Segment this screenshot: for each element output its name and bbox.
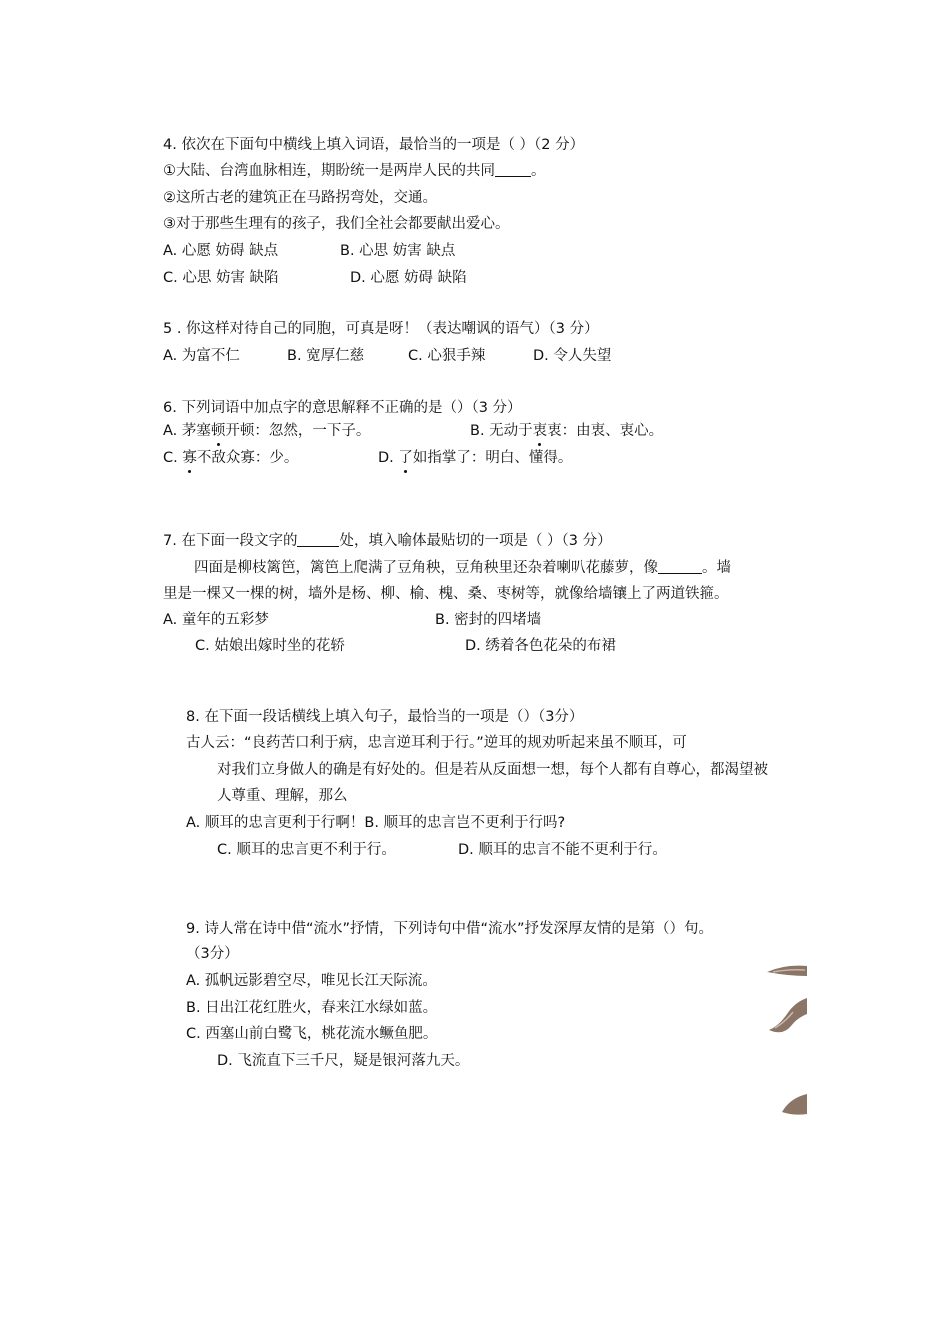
q5-option-c: C. 心狠手辣 bbox=[408, 348, 486, 364]
q9-option-a: A. 孤帆远影碧空尽，唯见长江天际流。 bbox=[186, 973, 437, 989]
q7-option-b: B. 密封的四堵墙 bbox=[435, 612, 542, 628]
q6-option-d-pre: D. bbox=[378, 450, 399, 466]
q8-option-c: C. 顺耳的忠言更不利于行。 bbox=[217, 842, 396, 858]
q4-sentence-1 bbox=[163, 161, 546, 181]
q5-option-a: A. 为富不仁 bbox=[163, 348, 240, 364]
q7-option-d: D. 绣着各色花朵的布裙 bbox=[465, 638, 616, 654]
q9-option-c: C. 西塞山前白鹭飞，桃花流水鳜鱼肥。 bbox=[186, 1026, 438, 1042]
q6-option-a-pre: A. 茅塞 bbox=[163, 423, 211, 439]
q6-option-b-pre: B. 无动于 bbox=[470, 423, 533, 439]
q8-passage-line-1: 古人云：“良药苦口利于病，忠言逆耳利于行。”逆耳的规劝听起来虽不顺耳，可 bbox=[186, 735, 687, 751]
q6-option-b-post: 衷：由衷、衷心。 bbox=[547, 423, 664, 439]
q6-option-c-pre: C. bbox=[163, 450, 183, 466]
q6-option-a-dotted-char: 顿 bbox=[210, 423, 226, 439]
q6-option-c-dotted-char: 寡 bbox=[182, 450, 197, 466]
q7-stem-end: 处，填入喻体最贴切的一项是（ ）（3 分） bbox=[339, 533, 612, 549]
brush-stroke-icon bbox=[780, 1088, 807, 1118]
q4-stem: 4. 依次在下面句中横线上填入词语，最恰当的一项是（ ）（2 分） bbox=[163, 137, 585, 153]
brush-stroke-icon bbox=[765, 962, 807, 992]
q7-passage-text: 四面是柳枝篱笆，篱笆上爬满了豆角秧，豆角秧里还杂着喇叭花藤萝，像 bbox=[194, 560, 658, 576]
q6-option-b bbox=[470, 421, 663, 441]
q6-option-d-post: 如指掌了：明白、懂得。 bbox=[412, 450, 573, 466]
q4-option-c: C. 心思 妨害 缺陷 bbox=[163, 270, 279, 286]
q8-passage-line-2: 对我们立身做人的确是有好处的。但是若从反面想一想，每个人都有自尊心，都渴望被 bbox=[217, 762, 768, 778]
q9-stem: 9. 诗人常在诗中借“流水”抒情，下列诗句中借“流水”抒发深厚友情的是第（）句。 bbox=[186, 921, 713, 937]
q6-stem: 6. 下列词语中加点字的意思解释不正确的是（）（3 分） bbox=[163, 400, 522, 416]
q7-passage-line-2: 里是一棵又一棵的树，墙外是杨、柳、榆、槐、桑、枣树等，就像给墙镶上了两道铁箍。 bbox=[163, 586, 729, 602]
q7-passage-end: 。墙 bbox=[702, 560, 731, 576]
q4-sentence-3: ③对于那些生理有的孩子，我们全社会都要献出爱心。 bbox=[163, 216, 510, 232]
q4-sentence-1-text: ①大陆、台湾血脉相连，期盼统一是两岸人民的共同 bbox=[163, 163, 495, 179]
q6-option-d bbox=[378, 448, 572, 468]
q4-sentence-1-end: 。 bbox=[531, 163, 546, 179]
q4-sentence-2: ②这所古老的建筑正在马路拐弯处，交通。 bbox=[163, 190, 437, 206]
q8-stem: 8. 在下面一段话横线上填入句子，最恰当的一项是（）（3分） bbox=[186, 709, 584, 725]
q4-option-d: D. 心愿 妨碍 缺陷 bbox=[350, 270, 467, 286]
q8-passage-line-3: 人尊重、理解，那么 bbox=[217, 788, 348, 804]
q4-option-b: B. 心思 妨害 缺点 bbox=[340, 243, 456, 259]
q5-stem: 5 . 你这样对待自己的同胞，可真是呀！（表达嘲讽的语气）（3 分） bbox=[163, 321, 599, 337]
q7-stem-text: 7. 在下面一段文字的 bbox=[163, 533, 298, 549]
q9-option-b: B. 日出江花红胜火，春来江水绿如蓝。 bbox=[186, 1000, 438, 1016]
q4-option-a: A. 心愿 妨碍 缺点 bbox=[163, 243, 279, 259]
answer-blank bbox=[658, 559, 702, 574]
q6-option-d-dotted-char: 了 bbox=[398, 450, 413, 466]
q6-option-c bbox=[163, 448, 298, 468]
answer-blank bbox=[297, 532, 339, 547]
q5-option-b: B. 宽厚仁慈 bbox=[287, 348, 365, 364]
q6-option-a bbox=[163, 421, 370, 441]
q7-stem bbox=[163, 531, 612, 551]
brush-stroke-icon bbox=[765, 992, 807, 1040]
q7-option-c: C. 姑娘出嫁时坐的花轿 bbox=[195, 638, 345, 654]
q7-passage-line-1 bbox=[194, 558, 731, 578]
q9-option-d: D. 飞流直下三千尺，疑是银河落九天。 bbox=[217, 1053, 470, 1069]
answer-blank bbox=[495, 162, 531, 177]
q6-option-b-dotted-char: 衷 bbox=[532, 423, 548, 439]
q8-option-d: D. 顺耳的忠言不能不更利于行。 bbox=[458, 842, 667, 858]
q8-options-ab: A. 顺耳的忠言更利于行啊！B. 顺耳的忠言岂不更利于行吗? bbox=[186, 815, 566, 831]
q7-option-a: A. 童年的五彩梦 bbox=[163, 612, 269, 628]
q9-score: （3分） bbox=[186, 946, 239, 962]
q6-option-c-post: 不敌众寡：少。 bbox=[196, 450, 299, 466]
q6-option-a-post: 开顿：忽然，一下子。 bbox=[225, 423, 371, 439]
q5-option-d: D. 令人失望 bbox=[533, 348, 612, 364]
